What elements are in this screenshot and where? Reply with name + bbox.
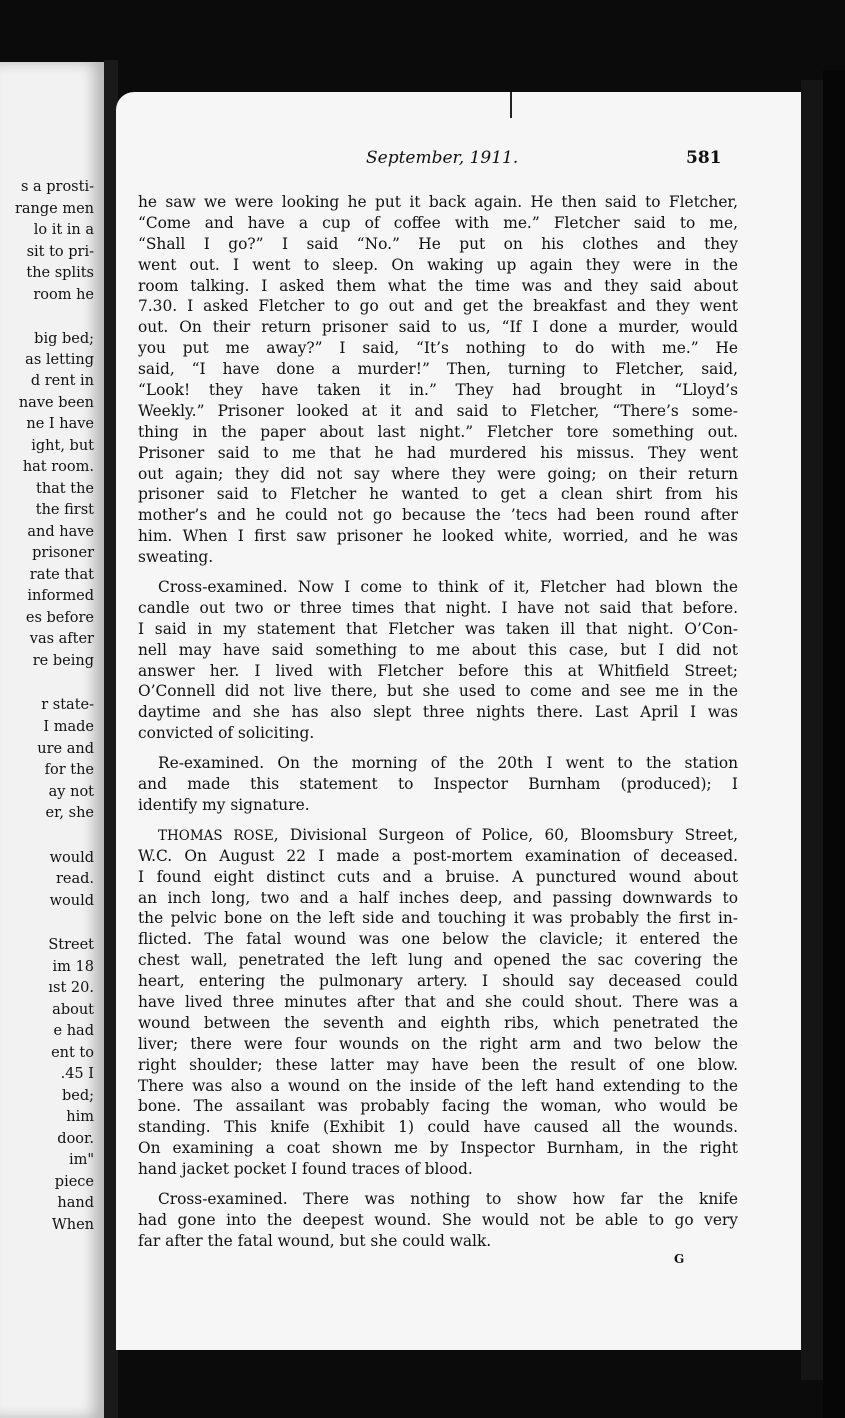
left-page-line: nave been bbox=[18, 395, 94, 411]
text-line: went out. I went to sleep. On waking up again they were in the bbox=[138, 255, 738, 274]
left-page-line: ight, but bbox=[31, 438, 94, 454]
left-page-line: s a prosti- bbox=[20, 179, 94, 195]
left-page-line: vas after bbox=[29, 631, 94, 647]
text-line: bone. The assailant was probably facing the woman, who would be bbox=[138, 1097, 738, 1116]
witness-name: THOMAS ROSE bbox=[158, 827, 274, 844]
paragraph-gap bbox=[138, 568, 738, 577]
left-page-line: im" bbox=[68, 1152, 94, 1168]
left-page-line: prisoner bbox=[32, 545, 94, 561]
text-line: prisoner said to Fletcher he wanted to get a clean shirt from his bbox=[138, 485, 738, 504]
text-line: room talking. I asked them what the time was and they said about bbox=[138, 276, 738, 295]
left-page-line: the splits bbox=[26, 265, 94, 281]
text-line: mother’s and he could not go because the ’tecs had been round after bbox=[138, 506, 738, 525]
text-line: you put me away?” I said, “It’s nothing to do with me.” He bbox=[138, 339, 738, 358]
left-page-line: and have bbox=[27, 524, 94, 540]
text-line: sweating. bbox=[138, 548, 214, 567]
left-page-line: would bbox=[49, 850, 94, 866]
text-line: I said in my statement that Fletcher was taken ill that night. O’Con- bbox=[138, 619, 738, 638]
left-page-line: I made bbox=[43, 719, 94, 735]
left-page-line: for the bbox=[44, 762, 94, 778]
left-page-line: r state- bbox=[41, 697, 94, 713]
text-line: hand jacket pocket I found traces of blood. bbox=[138, 1160, 473, 1179]
left-page-line: door. bbox=[57, 1131, 94, 1147]
left-page-line: d rent in bbox=[30, 373, 94, 389]
text-line: answer her. I lived with Fletcher before this at Whitfield Street; bbox=[138, 661, 738, 680]
right-page bbox=[116, 92, 801, 1350]
text-line: Re-examined. On the morning of the 20th I went to the station bbox=[158, 754, 738, 773]
book-cover-edge bbox=[823, 70, 845, 1418]
text-line: identify my signature. bbox=[138, 795, 310, 814]
left-page-line: rate that bbox=[29, 567, 94, 583]
left-page-line: lo it in a bbox=[33, 222, 94, 238]
left-page-line: Street bbox=[48, 937, 94, 953]
text-line: “Look! they have taken it in.” They had brought in “Lloyd’s bbox=[138, 381, 738, 400]
left-page-line: re being bbox=[32, 653, 94, 669]
text-line: chest wall, penetrated the left lung and opened the sac covering the bbox=[138, 951, 738, 970]
left-page-line: read. bbox=[55, 871, 94, 887]
text-line: out. On their return prisoner said to us, “If I done a murder, would bbox=[138, 318, 738, 337]
left-page-line: hand bbox=[57, 1195, 94, 1211]
text-line: Cross-examined. There was nothing to show how far the knife bbox=[158, 1189, 738, 1208]
left-page-line: sit to pri- bbox=[26, 244, 94, 260]
page-number: 581 bbox=[686, 148, 722, 168]
body-text bbox=[138, 192, 738, 1252]
left-page-line: room he bbox=[33, 287, 94, 303]
left-facing-page bbox=[0, 62, 107, 1418]
signature-mark: G bbox=[674, 1252, 685, 1266]
left-page-line: When bbox=[51, 1217, 94, 1233]
left-page-line: informed bbox=[27, 588, 94, 604]
text-line: flicted. The fatal wound was one below the clavicle; it entered the bbox=[138, 930, 738, 949]
left-page-line: as letting bbox=[25, 352, 94, 368]
left-page-line: range men bbox=[14, 201, 94, 217]
left-page-line: piece bbox=[54, 1174, 94, 1190]
text-line: convicted of soliciting. bbox=[138, 724, 315, 743]
text-line: candle out two or three times that night. I have not said that before. bbox=[138, 598, 738, 617]
left-page-line: big bed; bbox=[34, 331, 94, 347]
left-page-line: .45 I bbox=[60, 1066, 94, 1082]
text-line: Weekly.” Prisoner looked at it and said to Fletcher, “There’s some- bbox=[138, 401, 738, 420]
running-head bbox=[116, 148, 801, 172]
text-line: heart, entering the pulmonary artery. I should say deceased could bbox=[138, 972, 738, 991]
running-title: September, 1911. bbox=[366, 148, 519, 168]
left-page-line: would bbox=[49, 893, 94, 909]
left-page-line: er, she bbox=[45, 805, 94, 821]
text-line: THOMAS ROSE, Divisional Surgeon of Police, 60, Bloomsbury Street, bbox=[158, 825, 738, 844]
left-page-line: ne I have bbox=[26, 416, 94, 432]
page-edge bbox=[801, 80, 823, 1380]
left-page-line: es before bbox=[25, 610, 94, 626]
left-page-line: the first bbox=[35, 502, 94, 518]
text-line: wound between the seventh and eighth ribs, which penetrated the bbox=[138, 1013, 738, 1032]
paragraph bbox=[138, 825, 738, 1180]
text-line: had gone into the deepest wound. She would not be able to go very bbox=[138, 1210, 738, 1229]
left-page-line: im 18 bbox=[52, 959, 94, 975]
paragraph bbox=[138, 192, 738, 568]
text-line: liver; there were four wounds on the right arm and two below the bbox=[138, 1034, 738, 1053]
text-line: daytime and she has also slept three nights there. Last April I was bbox=[138, 703, 738, 722]
paragraph-gap bbox=[138, 1180, 738, 1189]
text-line: him. When I first saw prisoner he looked white, worried, and he was bbox=[138, 527, 738, 546]
left-page-line: hat room. bbox=[22, 459, 94, 475]
text-line: he saw we were looking he put it back again. He then said to Fletcher, bbox=[138, 193, 738, 211]
left-page-line: ıst 20. bbox=[48, 980, 94, 996]
text-line: 7.30. I asked Fletcher to go out and get the breakfast and they went bbox=[138, 297, 738, 316]
text-line: right shoulder; these latter may have been the result of one blow. bbox=[138, 1055, 738, 1074]
paragraph-gap bbox=[138, 744, 738, 753]
left-page-line: about bbox=[52, 1002, 94, 1018]
text-line: I found eight distinct cuts and a bruise. A punctured wound about bbox=[138, 867, 738, 886]
left-page-line: ay not bbox=[48, 784, 94, 800]
text-line: nell may have said something to me about this case, but I did not bbox=[138, 640, 738, 659]
paragraph bbox=[138, 1189, 738, 1252]
text-line: an inch long, two and a half inches deep, and passing downwards to bbox=[138, 888, 738, 907]
text-line: said, “I have done a murder!” Then, turning to Fletcher, said, bbox=[138, 360, 738, 379]
text-line: Prisoner said to me that he had murdered his missus. They went bbox=[138, 443, 738, 462]
text-line: far after the fatal wound, but she could walk. bbox=[138, 1231, 492, 1250]
text-line: the pelvic bone on the left side and touching it was probably the first in- bbox=[138, 909, 738, 928]
text-line: “Come and have a cup of coffee with me.” Fletcher said to me, bbox=[138, 213, 738, 232]
text-line: “Shall I go?” I said “No.” He put on his clothes and they bbox=[138, 234, 738, 253]
left-page-line: him bbox=[66, 1109, 94, 1125]
fold-mark bbox=[510, 92, 512, 118]
left-page-line: ure and bbox=[37, 741, 94, 757]
paragraph-gap bbox=[138, 816, 738, 825]
text-line: There was also a wound on the inside of the left hand extending to the bbox=[138, 1076, 738, 1095]
text-line: thing in the paper about last night.” Fletcher tore something out. bbox=[138, 422, 738, 441]
text-line: standing. This knife (Exhibit 1) could have caused all the wounds. bbox=[138, 1118, 738, 1137]
text-line: out again; they did not say where they were going; on their return bbox=[138, 464, 738, 483]
text-line: have lived three minutes after that and she could shout. There was a bbox=[138, 992, 738, 1011]
left-page-line: bed; bbox=[61, 1088, 94, 1104]
paragraph bbox=[138, 753, 738, 816]
text-line: Cross-examined. Now I come to think of it, Fletcher had blown the bbox=[158, 578, 738, 597]
text-line: W.C. On August 22 I made a post-mortem examination of deceased. bbox=[138, 846, 738, 865]
left-page-line: ent to bbox=[51, 1045, 94, 1061]
text-line: and made this statement to Inspector Burnham (produced); I bbox=[138, 775, 738, 794]
text-line: O’Connell did not live there, but she used to come and see me in the bbox=[138, 682, 738, 701]
left-page-line: that the bbox=[36, 481, 94, 497]
left-page-line: e had bbox=[53, 1023, 94, 1039]
paragraph bbox=[138, 577, 738, 744]
text-line: On examining a coat shown me by Inspector Burnham, in the right bbox=[138, 1139, 738, 1158]
